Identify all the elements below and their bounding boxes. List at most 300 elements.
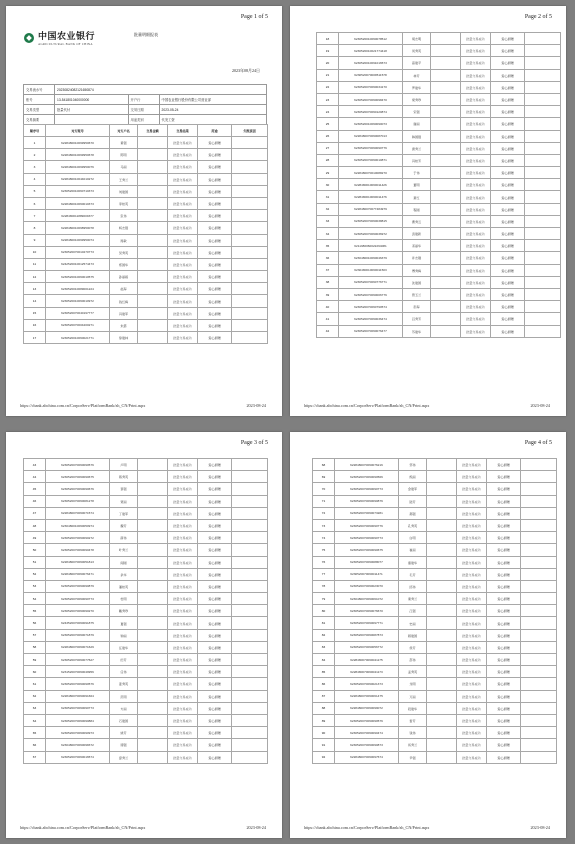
row-account-cell: 6230520070060021373 — [335, 678, 399, 690]
row-name-cell: 杨志强 — [110, 222, 138, 234]
row-fail-reason-cell — [232, 617, 268, 629]
column-header: 交易结果 — [168, 125, 198, 137]
info-label: 开户行 — [128, 95, 159, 105]
row-amount-cell — [427, 690, 457, 702]
table-row — [24, 654, 268, 666]
row-name-cell: 尹强 — [399, 751, 427, 763]
row-seq-cell: 51 — [24, 556, 46, 568]
row-status-cell: 批量交易成功 — [461, 264, 491, 276]
row-name-cell: 孔秀英 — [399, 519, 427, 531]
row-name-cell: 杜明 — [110, 593, 138, 605]
row-amount-cell — [138, 519, 168, 531]
doc-title: 批量明细报表 — [134, 32, 158, 37]
row-status-cell: 批量交易成功 — [461, 93, 491, 105]
row-seq-cell: 75 — [313, 544, 335, 556]
row-amount-cell — [431, 252, 461, 264]
table-row — [317, 276, 561, 288]
table-row — [317, 215, 561, 227]
row-fail-reason-cell — [521, 495, 557, 507]
row-name-cell: 余华 — [110, 568, 138, 580]
row-name-cell: 唐秀兰 — [403, 142, 431, 154]
row-amount-cell — [431, 33, 461, 45]
table-row — [313, 544, 557, 556]
table-row — [24, 459, 268, 471]
page-1 — [6, 6, 282, 416]
row-status-cell: 批量交易成功 — [168, 654, 198, 666]
row-fail-reason-cell — [525, 203, 561, 215]
row-fail-reason-cell — [525, 93, 561, 105]
row-purpose-cell: 爱心捐赠 — [491, 106, 525, 118]
row-seq-cell: 70 — [313, 483, 335, 495]
row-name-cell: 叶秀兰 — [110, 544, 138, 556]
table-row — [313, 580, 557, 592]
row-seq-cell: 91 — [313, 739, 335, 751]
row-seq-cell: 6 — [24, 197, 46, 209]
row-name-cell: 吴秀英 — [110, 246, 138, 258]
row-status-cell: 批量交易成功 — [168, 714, 198, 726]
row-name-cell: 范明 — [110, 690, 138, 702]
row-name-cell: 夏强 — [110, 617, 138, 629]
row-status-cell: 批量交易成功 — [168, 727, 198, 739]
row-amount-cell — [427, 702, 457, 714]
row-fail-reason-cell — [525, 167, 561, 179]
row-status-cell: 批量交易成功 — [168, 690, 198, 702]
row-purpose-cell: 爱心捐赠 — [491, 215, 525, 227]
row-purpose-cell: 爱心捐赠 — [487, 507, 521, 519]
row-purpose-cell: 爱心捐赠 — [487, 544, 521, 556]
row-fail-reason-cell — [232, 556, 268, 568]
row-amount-cell — [427, 678, 457, 690]
row-seq-cell: 33 — [317, 215, 339, 227]
row-name-cell: 邵伟 — [399, 654, 427, 666]
row-purpose-cell: 爱心捐赠 — [487, 495, 521, 507]
row-seq-cell: 11 — [24, 258, 46, 270]
table-row — [313, 714, 557, 726]
footer-url: https://cbank.abchina.com.cn/CorporServ/PlatformBank/zh_CN/Print.aspx — [20, 825, 146, 830]
row-purpose-cell: 爱心捐赠 — [487, 556, 521, 568]
row-account-cell: 6230520070060090675 — [335, 544, 399, 556]
footer-url: https://cbank.abchina.com.cn/CorporServ/PlatformBank/zh_CN/Print.aspx — [304, 825, 430, 830]
table-row — [317, 288, 561, 300]
row-amount-cell — [138, 471, 168, 483]
row-fail-reason-cell — [232, 654, 268, 666]
row-account-cell: 6230520070060090576 — [335, 714, 399, 726]
row-amount-cell — [138, 678, 168, 690]
table-row — [24, 580, 268, 592]
row-name-cell: 宋强 — [403, 106, 431, 118]
row-name-cell: 冯建军 — [110, 307, 138, 319]
row-purpose-cell: 爱心捐赠 — [487, 678, 521, 690]
row-name-cell: 高建平 — [403, 57, 431, 69]
row-amount-cell — [427, 629, 457, 641]
row-account-cell: 6230520070060073281 — [335, 507, 399, 519]
row-status-cell: 批量交易成功 — [461, 179, 491, 191]
table-row — [24, 295, 268, 307]
row-fail-reason-cell — [232, 629, 268, 641]
row-name-cell: 潘桂英 — [110, 580, 138, 592]
row-fail-reason-cell — [521, 617, 557, 629]
row-fail-reason-cell — [232, 507, 268, 519]
row-amount-cell — [427, 714, 457, 726]
row-purpose-cell: 爱心捐赠 — [198, 234, 232, 246]
row-name-cell: 徐建林 — [110, 332, 138, 344]
table-row — [313, 556, 557, 568]
row-name-cell: 贾丽 — [110, 495, 138, 507]
row-account-cell: 6230520070060090776 — [339, 142, 403, 154]
row-purpose-cell: 爱心捐赠 — [491, 179, 525, 191]
row-seq-cell: 64 — [24, 714, 46, 726]
row-amount-cell — [138, 137, 168, 149]
row-seq-cell: 58 — [24, 641, 46, 653]
row-purpose-cell: 爱心捐赠 — [491, 325, 525, 337]
row-account-cell: 6228480010060010373 — [46, 197, 110, 209]
row-status-cell: 批量交易成功 — [461, 325, 491, 337]
row-fail-reason-cell — [232, 568, 268, 580]
table-row — [24, 544, 268, 556]
row-seq-cell: 23 — [317, 93, 339, 105]
row-fail-reason-cell — [232, 532, 268, 544]
row-name-cell: 白明 — [399, 532, 427, 544]
row-account-cell: 6228480070060076216 — [335, 459, 399, 471]
row-account-cell: 6230520070060776771 — [339, 276, 403, 288]
row-fail-reason-cell — [232, 197, 268, 209]
table-row — [24, 173, 268, 185]
row-account-cell: 6230520070004200271 — [46, 319, 110, 331]
table-row — [24, 307, 268, 319]
row-purpose-cell: 爱心捐赠 — [487, 739, 521, 751]
table-row — [317, 81, 561, 93]
table-row — [24, 185, 268, 197]
table-row — [317, 240, 561, 252]
row-status-cell: 批量交易成功 — [457, 471, 487, 483]
row-status-cell: 批量交易成功 — [461, 167, 491, 179]
row-seq-cell: 63 — [24, 702, 46, 714]
row-fail-reason-cell — [521, 556, 557, 568]
row-account-cell: 6230520070060090566 — [335, 471, 399, 483]
row-account-cell: 6228480070060071574 — [46, 507, 110, 519]
row-amount-cell — [138, 544, 168, 556]
row-fail-reason-cell — [521, 483, 557, 495]
table-row — [24, 714, 268, 726]
row-account-cell: 6230520070060090973 — [46, 727, 110, 739]
row-fail-reason-cell — [521, 568, 557, 580]
row-fail-reason-cell — [232, 271, 268, 283]
row-amount-cell — [427, 507, 457, 519]
row-fail-reason-cell — [521, 605, 557, 617]
row-name-cell: 毛芳 — [399, 568, 427, 580]
row-seq-cell: 78 — [313, 580, 335, 592]
row-account-cell: 6230520070060090884 — [46, 714, 110, 726]
row-amount-cell — [138, 185, 168, 197]
row-name-cell: 刘建国 — [110, 185, 138, 197]
table-row — [24, 319, 268, 331]
row-account-cell: 6230520070060090876 — [335, 495, 399, 507]
row-name-cell: 曾玉兰 — [403, 288, 431, 300]
row-purpose-cell: 爱心捐赠 — [198, 185, 232, 197]
row-amount-cell — [138, 617, 168, 629]
row-fail-reason-cell — [521, 507, 557, 519]
table-row — [313, 483, 557, 495]
row-amount-cell — [431, 69, 461, 81]
row-amount-cell — [138, 210, 168, 222]
row-amount-cell — [427, 654, 457, 666]
info-value: 中国农业银行股份有限公司营业部 — [159, 95, 266, 105]
row-purpose-cell: 爱心捐赠 — [198, 332, 232, 344]
row-name-cell: 谢丽 — [403, 118, 431, 130]
row-seq-cell: 54 — [24, 593, 46, 605]
row-fail-reason-cell — [232, 605, 268, 617]
bank-logo — [24, 29, 95, 46]
row-account-cell: 6228480070010088270 — [339, 167, 403, 179]
row-amount-cell — [427, 459, 457, 471]
row-seq-cell: 43 — [24, 459, 46, 471]
row-account-cell: 6230520070060076477 — [339, 325, 403, 337]
row-status-cell: 批量交易成功 — [457, 678, 487, 690]
row-name-cell: 石建国 — [110, 714, 138, 726]
row-seq-cell: 52 — [24, 568, 46, 580]
row-fail-reason-cell — [525, 313, 561, 325]
row-fail-reason-cell — [232, 471, 268, 483]
row-name-cell: 孙丽娟 — [110, 271, 138, 283]
row-seq-cell: 3 — [24, 161, 46, 173]
bank-name-cn: 中国农业银行 — [38, 32, 96, 42]
row-purpose-cell: 爱心捐赠 — [491, 240, 525, 252]
row-purpose-cell: 爱心捐赠 — [491, 154, 525, 166]
table-row — [317, 57, 561, 69]
row-account-cell: 6228480070060091664 — [46, 690, 110, 702]
table-row — [317, 69, 561, 81]
row-status-cell: 批量交易成功 — [168, 605, 198, 617]
row-fail-reason-cell — [525, 45, 561, 57]
row-seq-cell: 65 — [24, 727, 46, 739]
row-seq-cell: 90 — [313, 727, 335, 739]
row-seq-cell: 60 — [24, 666, 46, 678]
row-purpose-cell: 爱心捐赠 — [198, 295, 232, 307]
row-amount-cell — [431, 45, 461, 57]
row-amount-cell — [431, 106, 461, 118]
row-name-cell: 金建军 — [399, 483, 427, 495]
row-amount-cell — [138, 222, 168, 234]
row-status-cell: 批量交易成功 — [168, 295, 198, 307]
row-amount-cell — [427, 495, 457, 507]
row-seq-cell: 10 — [24, 246, 46, 258]
table-row — [24, 332, 268, 344]
table-row — [317, 33, 561, 45]
row-purpose-cell: 爱心捐赠 — [198, 727, 232, 739]
row-seq-cell: 16 — [24, 319, 46, 331]
row-purpose-cell: 爱心捐赠 — [198, 629, 232, 641]
row-name-cell: 秦秀兰 — [399, 593, 427, 605]
row-status-cell: 批量交易成功 — [457, 690, 487, 702]
row-amount-cell — [427, 739, 457, 751]
row-fail-reason-cell — [525, 301, 561, 313]
row-amount-cell — [427, 532, 457, 544]
row-account-cell: 6230520070060120874 — [339, 106, 403, 118]
row-status-cell: 批量交易成功 — [461, 106, 491, 118]
row-fail-reason-cell — [521, 727, 557, 739]
row-seq-cell: 50 — [24, 544, 46, 556]
row-amount-cell — [138, 483, 168, 495]
row-fail-reason-cell — [521, 544, 557, 556]
row-account-cell: 6230520070060090773 — [46, 593, 110, 605]
detail-table — [23, 124, 268, 344]
row-account-cell: 6230520070060006776 — [339, 288, 403, 300]
table-row — [317, 130, 561, 142]
row-seq-cell: 40 — [317, 301, 339, 313]
row-amount-cell — [431, 191, 461, 203]
row-purpose-cell: 爱心捐赠 — [491, 191, 525, 203]
row-purpose-cell: 爱心捐赠 — [487, 568, 521, 580]
bank-name-en: AGRICULTURAL BANK OF CHINA — [38, 42, 93, 46]
table-row — [313, 666, 557, 678]
row-status-cell: 批量交易成功 — [457, 605, 487, 617]
row-fail-reason-cell — [232, 544, 268, 556]
row-seq-cell: 79 — [313, 593, 335, 605]
page-number: Page 1 of 5 — [240, 14, 268, 20]
info-label: 交易日期 — [128, 105, 159, 115]
table-row — [24, 258, 268, 270]
row-purpose-cell: 爱心捐赠 — [198, 544, 232, 556]
table-row — [24, 556, 268, 568]
row-seq-cell: 66 — [24, 739, 46, 751]
footer-url: https://cbank.abchina.com.cn/CorporServ/PlatformBank/zh_CN/Print.aspx — [304, 403, 430, 408]
row-name-cell: 胡志明 — [403, 33, 431, 45]
row-status-cell: 批量交易成功 — [168, 702, 198, 714]
row-purpose-cell: 爱心捐赠 — [198, 149, 232, 161]
row-account-cell: 6230520070060056772 — [335, 641, 399, 653]
row-name-cell: 邹伟 — [399, 459, 427, 471]
page-number: Page 2 of 5 — [524, 14, 552, 20]
row-status-cell: 批量交易成功 — [461, 252, 491, 264]
row-name-cell: 汪建华 — [110, 641, 138, 653]
row-account-cell: 6228480070060051813 — [46, 556, 110, 568]
page-4 — [290, 432, 566, 838]
row-purpose-cell: 爱心捐赠 — [198, 307, 232, 319]
row-seq-cell: 36 — [317, 252, 339, 264]
row-purpose-cell: 爱心捐赠 — [487, 654, 521, 666]
table-row — [317, 179, 561, 191]
row-account-cell: 6230520070060090270 — [46, 605, 110, 617]
row-account-cell: 6230520070060023070 — [335, 580, 399, 592]
row-seq-cell: 29 — [317, 167, 339, 179]
row-purpose-cell: 爱心捐赠 — [198, 714, 232, 726]
row-name-cell: 沈建国 — [403, 276, 431, 288]
row-seq-cell: 80 — [313, 605, 335, 617]
row-seq-cell: 28 — [317, 154, 339, 166]
row-seq-cell: 37 — [317, 264, 339, 276]
row-amount-cell — [138, 271, 168, 283]
row-seq-cell: 27 — [317, 142, 339, 154]
row-amount-cell — [138, 593, 168, 605]
row-fail-reason-cell — [232, 678, 268, 690]
row-name-cell: 蔡强 — [110, 483, 138, 495]
row-account-cell: 6230520010060021771 — [46, 332, 110, 344]
row-amount-cell — [138, 739, 168, 751]
row-name-cell: 雷芳 — [399, 714, 427, 726]
info-value: 代发工资 — [159, 115, 266, 125]
row-purpose-cell: 爱心捐赠 — [487, 727, 521, 739]
table-row — [24, 471, 268, 483]
row-seq-cell: 30 — [317, 179, 339, 191]
info-label: 交易流水号 — [24, 85, 55, 95]
row-seq-cell: 49 — [24, 532, 46, 544]
row-amount-cell — [138, 666, 168, 678]
row-purpose-cell: 爱心捐赠 — [487, 605, 521, 617]
row-purpose-cell: 爱心捐赠 — [487, 580, 521, 592]
row-amount-cell — [427, 605, 457, 617]
row-status-cell: 批量交易成功 — [461, 81, 491, 93]
row-status-cell: 批量交易成功 — [168, 197, 198, 209]
row-purpose-cell: 爱心捐赠 — [491, 288, 525, 300]
row-account-cell: 6228480070060076471 — [46, 568, 110, 580]
row-seq-cell: 59 — [24, 654, 46, 666]
row-purpose-cell: 爱心捐赠 — [198, 258, 232, 270]
row-purpose-cell: 爱心捐赠 — [487, 702, 521, 714]
footer-url: https://cbank.abchina.com.cn/CorporServ/PlatformBank/zh_CN/Print.aspx — [20, 403, 146, 408]
row-name-cell: 钱伟 — [399, 727, 427, 739]
row-seq-cell: 2 — [24, 149, 46, 161]
row-purpose-cell: 爱心捐赠 — [487, 459, 521, 471]
row-status-cell: 批量交易成功 — [461, 240, 491, 252]
row-seq-cell: 39 — [317, 288, 339, 300]
row-fail-reason-cell — [232, 739, 268, 751]
row-account-cell: 6230520070060038815 — [339, 215, 403, 227]
table-row — [317, 301, 561, 313]
row-fail-reason-cell — [525, 33, 561, 45]
row-account-cell: 6228480011889009377 — [46, 210, 110, 222]
row-account-cell: 6230520070060090873 — [335, 739, 399, 751]
row-seq-cell: 31 — [317, 191, 339, 203]
row-fail-reason-cell — [232, 580, 268, 592]
row-status-cell: 批量交易成功 — [168, 593, 198, 605]
row-amount-cell — [138, 727, 168, 739]
row-account-cell: 6230520070060090773 — [46, 702, 110, 714]
row-amount-cell — [431, 142, 461, 154]
row-amount-cell — [138, 532, 168, 544]
row-amount-cell — [138, 332, 168, 344]
row-status-cell: 批量交易成功 — [168, 258, 198, 270]
table-row — [24, 507, 268, 519]
row-name-cell: 谭强 — [110, 739, 138, 751]
table-row — [313, 654, 557, 666]
row-status-cell: 批量交易成功 — [461, 33, 491, 45]
row-fail-reason-cell — [232, 246, 268, 258]
row-fail-reason-cell — [232, 690, 268, 702]
row-purpose-cell: 爱心捐赠 — [198, 495, 232, 507]
row-status-cell: 批量交易成功 — [457, 580, 487, 592]
row-fail-reason-cell — [525, 142, 561, 154]
row-fail-reason-cell — [521, 519, 557, 531]
row-seq-cell: 61 — [24, 678, 46, 690]
row-fail-reason-cell — [232, 702, 268, 714]
row-purpose-cell: 爱心捐赠 — [491, 203, 525, 215]
table-row — [24, 222, 268, 234]
row-seq-cell: 82 — [313, 629, 335, 641]
abc-logo-icon — [24, 33, 34, 43]
row-account-cell: 6228480070060041175 — [335, 654, 399, 666]
table-row — [313, 471, 557, 483]
row-purpose-cell: 爱心捐赠 — [198, 519, 232, 531]
row-account-cell: 6230520070060071879 — [46, 629, 110, 641]
table-row — [24, 666, 268, 678]
row-fail-reason-cell — [521, 471, 557, 483]
row-name-cell: 康建华 — [399, 556, 427, 568]
row-account-cell: 6230520070060090272 — [46, 532, 110, 544]
row-purpose-cell: 爱心捐赠 — [198, 197, 232, 209]
row-name-cell: 彭海 — [403, 301, 431, 313]
row-account-cell: 6230520070060090576 — [46, 459, 110, 471]
row-seq-cell: 4 — [24, 173, 46, 185]
